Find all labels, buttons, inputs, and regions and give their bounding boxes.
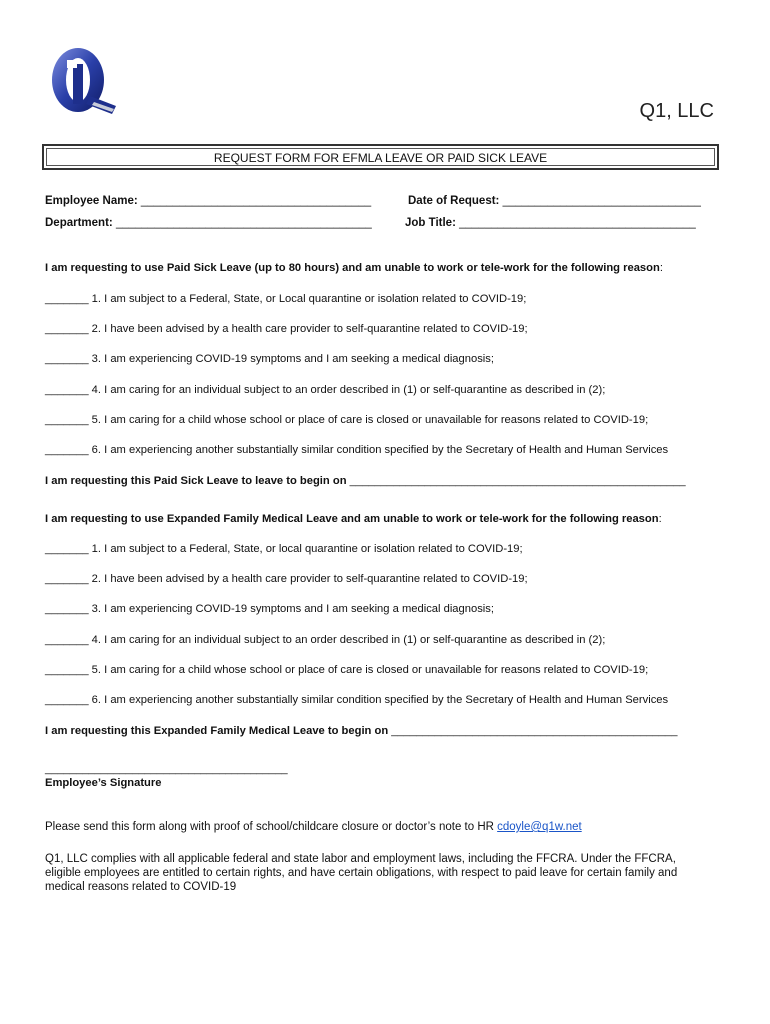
date-of-request-field[interactable]: _______________________________: [502, 195, 701, 207]
paid-sick-reason-2[interactable]: _______ 2. I have been advised by a health care provider to self-quarantine related to COVID-19;: [45, 323, 528, 335]
efml-reason-3[interactable]: _______ 3. I am experiencing COVID-19 symptoms and I am seeking a medical diagnosis;: [45, 603, 494, 615]
send-text: Please send this form along with proof of school/childcare closure or doctor’s note to HR: [45, 821, 498, 833]
efml-reason-1[interactable]: _______ 1. I am subject to a Federal, State, or local quarantine or isolation related to COVID-19;: [45, 543, 523, 555]
efml-reason-4[interactable]: _______ 4. I am caring for an individual subject to an order described in (1) or self-quarantine as described in (2);: [45, 634, 606, 646]
paid-sick-heading: [45, 262, 663, 274]
paid-sick-reason-6[interactable]: _______ 6. I am experiencing another substantially similar condition specified by the Secretary of Health and Human Services: [45, 444, 669, 456]
form-title: REQUEST FORM FOR EFMLA LEAVE OR PAID SICK LEAVE: [46, 148, 715, 166]
date-of-request-label: Date of Request:: [408, 195, 500, 207]
efml-heading: [45, 513, 662, 525]
employee-name-field[interactable]: ____________________________________: [140, 195, 372, 207]
paid-sick-reason-5[interactable]: _______ 5. I am caring for a child whose school or place of care is closed or unavailable for reasons related to COVID-19;: [45, 414, 649, 426]
field-row-2: [45, 217, 723, 229]
paid-sick-begin-label: I am requesting this Paid Sick Leave to leave to begin on: [45, 475, 347, 487]
company-logo: [46, 46, 120, 118]
efml-reason-5[interactable]: _______ 5. I am caring for a child whose school or place of care is closed or unavailable for reasons related to COVID-19;: [45, 664, 649, 676]
hr-email-link[interactable]: cdoyle@q1w.net: [497, 821, 582, 833]
efml-begin-field[interactable]: ______________________________________________: [391, 725, 678, 737]
paid-sick-reason-1[interactable]: _______ 1. I am subject to a Federal, State, or Local quarantine or isolation related to COVID-19;: [45, 293, 527, 305]
department-label: Department:: [45, 217, 113, 229]
job-title-label: Job Title:: [405, 217, 456, 229]
paid-sick-reason-3[interactable]: _______ 3. I am experiencing COVID-19 symptoms and I am seeking a medical diagnosis;: [45, 353, 494, 365]
paid-sick-heading-text: I am requesting to use Paid Sick Leave (up to 80 hours) and am unable to work or tele-work for the following reason: [45, 262, 660, 274]
efml-begin-label: I am requesting this Expanded Family Medical Leave to begin on: [45, 725, 389, 737]
signature-line[interactable]: _______________________________________: [45, 763, 288, 775]
efml-reason-6[interactable]: _______ 6. I am experiencing another substantially similar condition specified by the Secretary of Health and Human Services: [45, 694, 669, 706]
employee-name-label: Employee Name:: [45, 195, 138, 207]
form-title-box: [42, 144, 719, 170]
company-name: Q1, LLC: [639, 100, 714, 122]
send-instructions: [45, 821, 582, 833]
paid-sick-begin-field[interactable]: ______________________________________________________: [349, 475, 686, 487]
efml-heading-text: I am requesting to use Expanded Family Medical Leave and am unable to work or tele-work for the following reason: [45, 513, 659, 525]
signature-label: Employee’s Signature: [45, 777, 162, 789]
field-row-1: [45, 195, 723, 207]
compliance-paragraph: Q1, LLC complies with all applicable federal and state labor and employment laws, including the FFCRA. Under the FFCRA, eligible employees are entitled to certain rights, and have certain obligations, with respect to paid leave for certain family and medical reasons related to COVID-19: [45, 853, 678, 893]
efml-begin: [45, 725, 678, 737]
paid-sick-begin: [45, 475, 686, 487]
efml-reason-2[interactable]: _______ 2. I have been advised by a health care provider to self-quarantine related to COVID-19;: [45, 573, 528, 585]
efml-heading-colon: :: [658, 513, 662, 525]
job-title-field[interactable]: _____________________________________: [459, 217, 696, 229]
department-field[interactable]: ________________________________________: [115, 217, 372, 229]
paid-sick-reason-4[interactable]: _______ 4. I am caring for an individual subject to an order described in (1) or self-quarantine as described in (2);: [45, 384, 606, 396]
paid-sick-heading-colon: :: [659, 262, 663, 274]
